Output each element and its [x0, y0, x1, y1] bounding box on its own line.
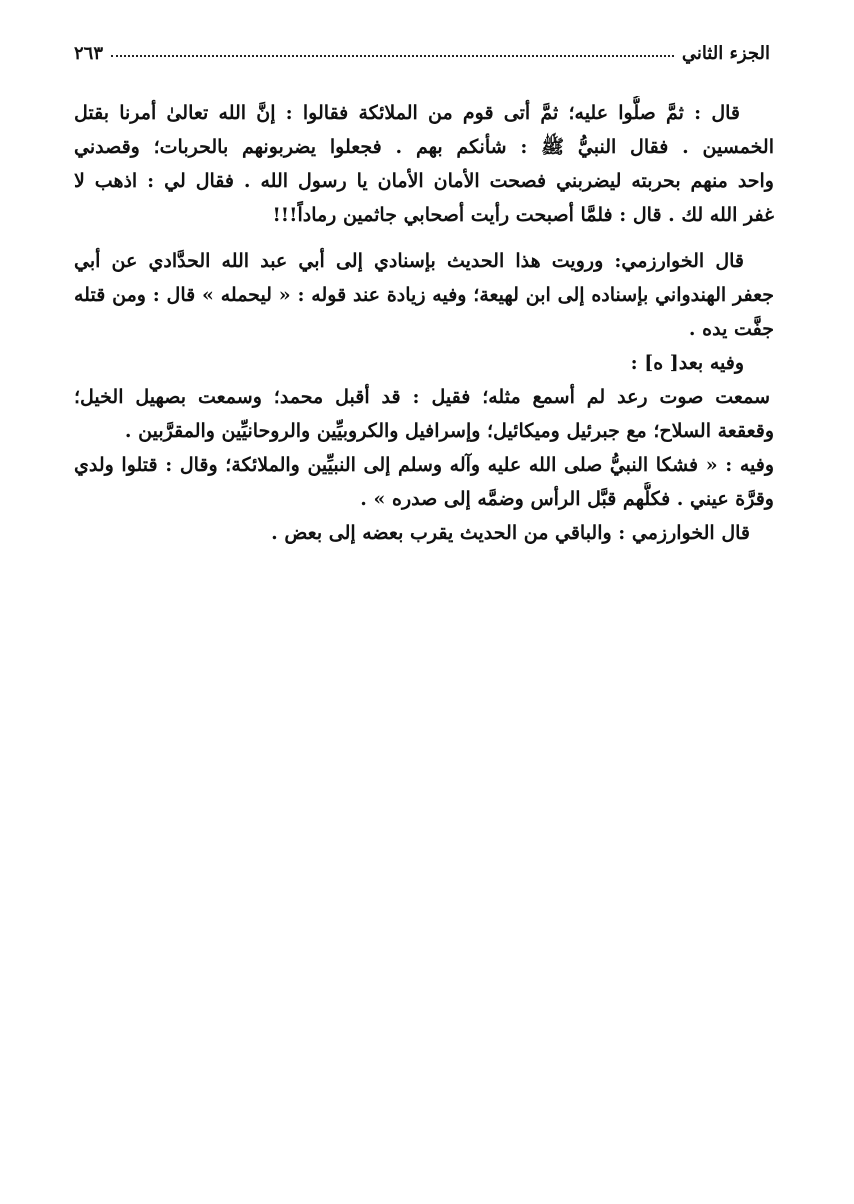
- text-line: غفر الله لك . قال : فلمَّا أصبحت رأيت أصحابي جاثمين رماداً!!!: [272, 204, 774, 226]
- text-line: وفيه : « فشكا النبيُّ صلى الله عليه وآله وسلم إلى النبيِّين والملائكة؛ وقال : قتلوا ولدي: [74, 454, 774, 476]
- text-line: الخمسين . فقال النبيُّ ﷺ : شأنكم بهم . فجعلوا يضربونهم بالحربات؛ وقصدني: [74, 136, 774, 158]
- text-line: قال : ثمَّ صلُّوا عليه؛ ثمَّ أتى قوم من الملائكة فقالوا : إنَّ الله تعالىٰ أمرنا بقتل: [74, 102, 740, 124]
- text-line: وقعقعة السلاح؛ مع جبرئيل وميكائيل؛ وإسرافيل والكروبيِّين والروحانيِّين والمقرَّبين .: [124, 420, 774, 442]
- text-line: سمعت صوت رعد لم أسمع مثله؛ فقيل : قد أقبل محمد؛ وسمعت بصهيل الخيل؛: [74, 386, 770, 408]
- text-line: جعفر الهندواني بإسناده إلى ابن لهيعة؛ وفيه زيادة عند قوله : « ليحمله » قال : ومن قتله: [74, 284, 774, 306]
- text-line: وقرَّة عيني . فكلُّهم قبَّل الرأس وضمَّه إلى صدره » .: [360, 488, 774, 510]
- running-title: الجزء الثاني: [681, 43, 770, 64]
- text-line: جفَّت يده .: [688, 318, 774, 340]
- page-header: [74, 28, 770, 64]
- page-number: ٢٦٣: [74, 43, 104, 64]
- page-body: [74, 96, 774, 550]
- dotted-leader: [111, 54, 674, 57]
- text-line: قال الخوارزمي: ورويت هذا الحديث بإسنادي إلى أبي عبد الله الحدَّادي عن أبي: [74, 250, 744, 272]
- text-line: وفيه بعد[ ه] :: [630, 352, 744, 374]
- text-line: واحد منهم بحربته ليضربني فصحت الأمان الأمان يا رسول الله . فقال لي : اذهب لا: [74, 170, 774, 192]
- text-line: قال الخوارزمي : والباقي من الحديث يقرب بعضه إلى بعض .: [271, 522, 750, 544]
